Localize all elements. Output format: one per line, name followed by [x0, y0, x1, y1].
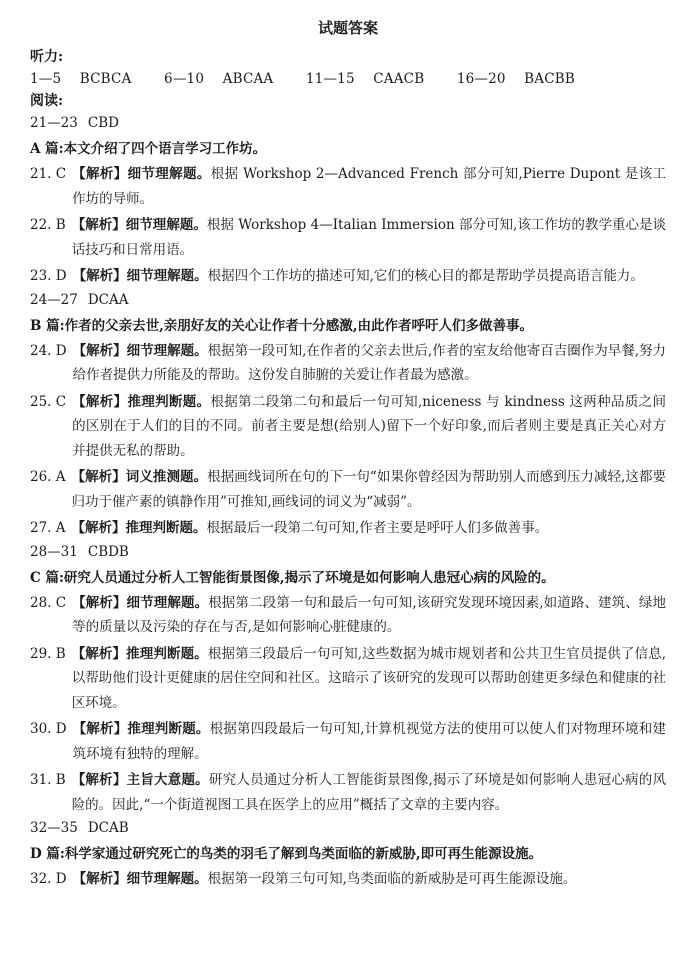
explanation-body: 根据第四段最后一句可知,计算机视觉方法的使用可以使人们对物理环境和建筑环境有独特的理解。 — [72, 721, 667, 762]
answer-explanation — [30, 642, 666, 716]
analysis-tag: 【解析】 — [72, 871, 127, 887]
question-number: 21. C — [30, 166, 67, 182]
range-answers: DCAA — [87, 291, 129, 308]
answer-explanation — [30, 516, 666, 541]
question-number: 30. D — [30, 721, 67, 737]
question-range: 28—31 — [30, 543, 78, 560]
question-number: 22. B — [30, 217, 66, 233]
question-number: 25. C — [30, 393, 67, 410]
explanation-text — [73, 264, 666, 289]
explanation-body: 根据第一段可知,在作者的父亲去世后,作者的室友给他寄百吉圈作为早餐,努力给作者提供力所能及的帮助。这份发自肺腑的关爱让作者最为感激。 — [72, 342, 667, 383]
range-answers: DCAB — [87, 820, 129, 836]
answer-explanation — [30, 465, 666, 514]
question-number: 32. D — [30, 871, 67, 887]
answer-range-row — [30, 817, 666, 839]
analysis-tag: 【解析】 — [71, 469, 126, 485]
reading-blocks — [30, 112, 666, 892]
question-number: 28. C — [30, 594, 67, 611]
explanation-body: 根据第二段第一句和最后一句可知,该研究发现环境因素,如道路、建筑、绿地等的质量以及污染的存在与否,是如何影响心脏健康的。 — [72, 594, 666, 635]
listening-group — [306, 71, 438, 87]
listening-answer: ABCAA — [222, 71, 274, 87]
question-number: 26. A — [30, 469, 66, 485]
answer-explanation — [30, 390, 666, 464]
answer-explanation — [30, 867, 666, 892]
listening-answer: CAACB — [373, 71, 425, 87]
explanation-text — [72, 768, 666, 817]
answer-explanation — [30, 213, 666, 262]
question-type: 细节理解题。 — [126, 871, 208, 887]
question-type: 推理判断题。 — [127, 721, 210, 737]
explanation-text — [73, 867, 666, 892]
analysis-tag: 【解析】 — [71, 772, 127, 788]
answer-explanation — [30, 339, 666, 388]
explanation-body: 根据四个工作坊的描述可知,它们的核心目的都是帮助学员提高语言能力。 — [207, 268, 644, 284]
passage-summary: B 篇:作者的父亲去世,亲朋好友的关心让作者十分感激,由此作者呼吁人们多做善事。 — [30, 317, 533, 334]
question-range: 24—27 — [30, 291, 78, 308]
listening-answer: BCBCA — [79, 71, 132, 87]
listening-range: 16—20 — [456, 71, 506, 87]
range-answers: CBDB — [87, 543, 129, 560]
explanation-text — [72, 591, 666, 640]
listening-group — [30, 71, 146, 87]
analysis-tag: 【解析】 — [71, 520, 126, 536]
explanation-text — [72, 516, 666, 541]
reading-label: 阅读: — [30, 93, 64, 109]
analysis-tag: 【解析】 — [72, 342, 127, 359]
listening-answers — [30, 68, 666, 90]
question-number: 23. D — [30, 268, 67, 284]
question-type: 推理判断题。 — [126, 645, 208, 662]
listening-group — [457, 71, 589, 87]
answer-explanation — [30, 768, 666, 817]
analysis-tag: 【解析】 — [72, 721, 128, 737]
explanation-body: 根据第三段最后一句可知,这些数据为城市规划者和公共卫生官员提供了信息,以帮助他们设计更健康的居住空间和社区。这暗示了该研究的发现可以帮助创建更多绿色和健康的社区环境。 — [71, 645, 667, 711]
question-type: 细节理解题。 — [127, 166, 211, 182]
analysis-tag: 【解析】 — [71, 217, 126, 233]
passage-summary: D 篇:科学家通过研究死亡的鸟类的羽毛了解到鸟类面临的新威胁,即可再生能源设施。 — [30, 846, 543, 862]
analysis-tag: 【解析】 — [72, 393, 128, 410]
explanation-body: 研究人员通过分析人工智能街景图像,揭示了环境是如何影响人患冠心病的风险的。因此,“一个街道视图工具在医学上的应用”概括了文章的主要内容。 — [71, 772, 666, 813]
answer-explanation — [30, 162, 666, 211]
listening-label: 听力: — [30, 49, 64, 65]
explanation-body: 根据 Workshop 2—Advanced French 部分可知,Pierre Dupont 是该工作坊的导师。 — [72, 166, 667, 207]
question-type: 主旨大意题。 — [126, 772, 209, 788]
listening-answer: BACBB — [524, 71, 576, 87]
analysis-tag: 【解析】 — [72, 268, 127, 284]
explanation-text — [72, 213, 666, 262]
explanation-text — [72, 390, 666, 464]
answer-explanation — [30, 591, 666, 640]
explanation-body: 根据第一段第三句可知,鸟类面临的新威胁是可再生能源设施。 — [207, 871, 577, 887]
answer-explanation — [30, 717, 666, 766]
answer-explanation — [30, 264, 666, 289]
question-type: 细节理解题。 — [126, 594, 209, 611]
passage-summary: A 篇:本文介绍了四个语言学习工作坊。 — [30, 141, 267, 157]
range-answers: CBD — [87, 115, 119, 131]
explanation-body: 根据 Workshop 4—Italian Immersion 部分可知,该工作坊的教学重心是谈话技巧和日常用语。 — [71, 217, 667, 258]
question-number: 29. B — [30, 645, 66, 662]
answer-range-row — [30, 541, 666, 563]
question-type: 词义推测题。 — [125, 469, 208, 485]
passage-summary: C 篇:研究人员通过分析人工智能街景图像,揭示了环境是如何影响人患冠心病的风险的。 — [30, 569, 555, 586]
explanation-body: 根据画线词所在句的下一句“如果你曾经因为帮助别人而感到压力减轻,这都要归功于催产素的镇静作用”可推知,画线词的词义为“减弱”。 — [71, 469, 667, 510]
explanation-text — [72, 642, 666, 716]
question-type: 推理判断题。 — [127, 393, 211, 410]
question-type: 推理判断题。 — [125, 520, 207, 536]
page-title: 试题答案 — [317, 19, 378, 37]
question-type: 细节理解题。 — [126, 342, 208, 359]
question-type: 细节理解题。 — [126, 268, 208, 284]
explanation-text — [73, 339, 666, 388]
listening-range: 6—10 — [164, 71, 205, 87]
analysis-tag: 【解析】 — [72, 594, 127, 611]
listening-range: 1—5 — [30, 71, 62, 87]
listening-group — [164, 71, 287, 87]
question-range: 32—35 — [30, 820, 78, 836]
explanation-body: 根据最后一段第二句可知,作者主要是呼吁人们多做善事。 — [206, 520, 549, 536]
question-range: 21—23 — [30, 115, 78, 131]
explanation-text — [72, 465, 666, 514]
explanation-text — [73, 717, 666, 766]
analysis-tag: 【解析】 — [72, 166, 128, 182]
question-number: 27. A — [30, 520, 66, 536]
listening-range: 11—15 — [305, 71, 355, 87]
explanation-text — [72, 162, 666, 211]
answer-range-row — [30, 112, 666, 134]
question-number: 31. B — [30, 772, 66, 788]
analysis-tag: 【解析】 — [71, 645, 127, 662]
explanation-body: 根据第二段第二句和最后一句可知,niceness 与 kindness 这两种品质之间的区别在于人们的目的不同。前者主要是想(给别人)留下一个好印象,而后者则主要是真正关心对方并提供无私的帮助。 — [72, 393, 666, 459]
answer-range-row — [30, 289, 666, 311]
question-number: 24. D — [30, 342, 67, 359]
question-type: 细节理解题。 — [125, 217, 207, 233]
